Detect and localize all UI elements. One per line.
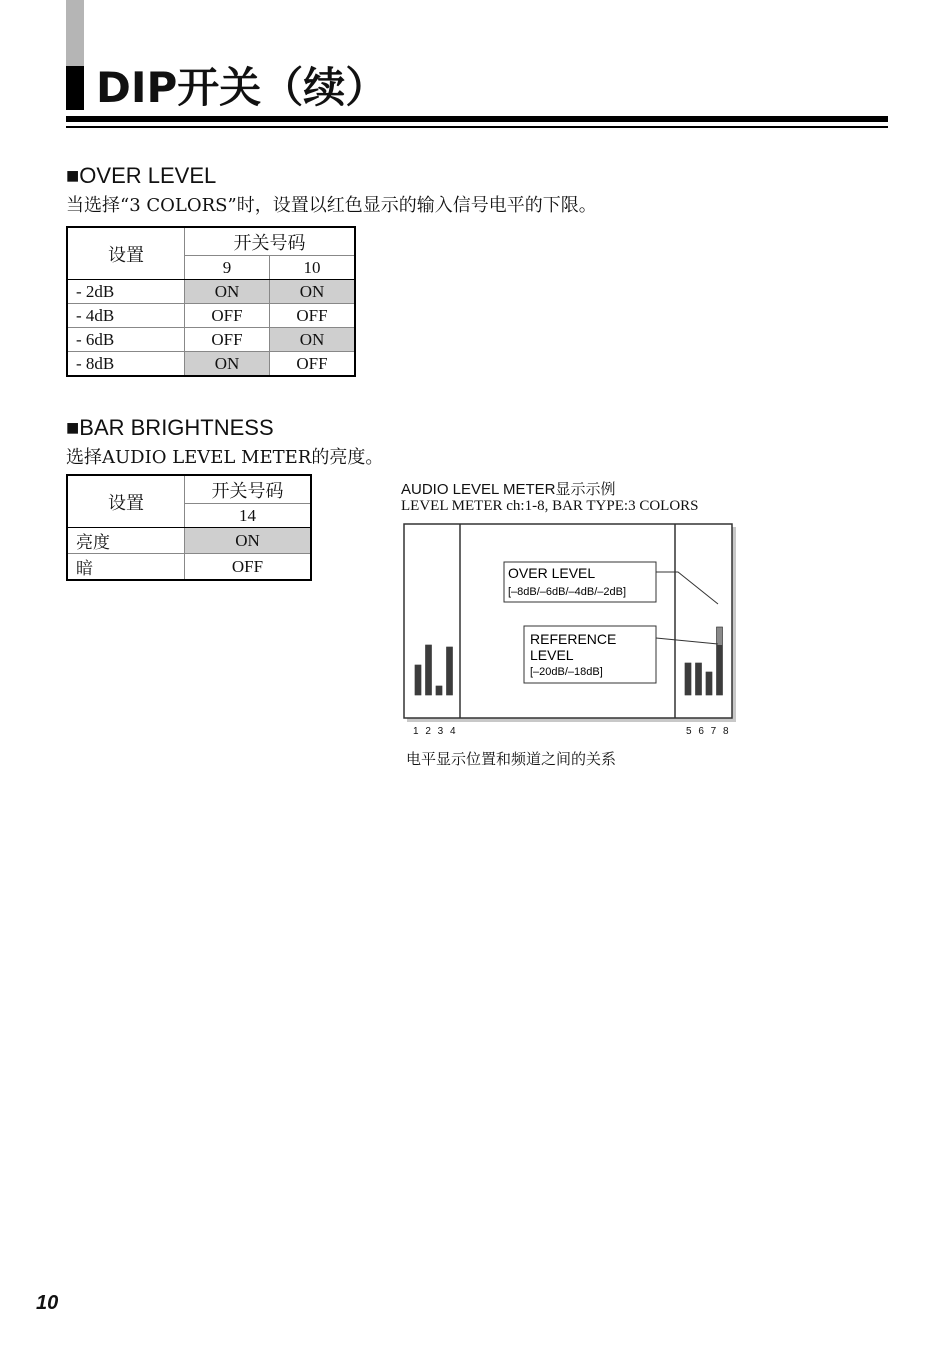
reference-level-callout-options: [–20dB/–18dB] [530,666,603,678]
setting-header: 设置 [67,475,185,528]
header-rule-thin [66,126,888,128]
header-grey-tab [66,0,84,66]
switch-10-value: OFF [270,304,356,328]
row-label: - 2dB [67,280,185,304]
switch-10-value: ON [270,328,356,352]
switch-14-value: ON [185,528,312,554]
table-row [67,554,311,581]
meter-bar-reference-portion [447,647,453,695]
row-label: - 6dB [67,328,185,352]
meter-bar-reference-portion [696,663,702,695]
screen-frame [404,524,732,718]
switch-9-value: OFF [185,304,270,328]
reference-level-callout-title-2: LEVEL [530,647,574,663]
over-level-heading: ■OVER LEVEL [66,163,217,188]
header-rule-thick [66,116,888,122]
row-label: - 8dB [67,352,185,377]
over-level-callout-options: [–8dB/–6dB/–4dB/–2dB] [508,586,627,598]
example-title: AUDIO LEVEL METER显示示例 [401,481,616,498]
page-title: DIP开关（续） [96,63,388,112]
meter-bar-reference-portion [706,672,712,695]
switch-number-header: 开关号码 [185,227,356,256]
channel-numbers-left: 1 2 3 4 [413,726,458,737]
switch-number-9: 9 [185,256,270,280]
table-row [67,528,311,554]
bar-brightness-description: 选择AUDIO LEVEL METER的亮度。 [66,447,384,468]
switch-9-value: ON [185,280,270,304]
switch-10-value: OFF [270,352,356,377]
reference-level-callout-title-1: REFERENCE [530,631,617,647]
switch-9-value: ON [185,352,270,377]
switch-14-value: OFF [185,554,312,581]
channel-numbers-right: 5 6 7 8 [686,726,731,737]
meter-bar-reference-portion [717,645,723,695]
row-label: - 4dB [67,304,185,328]
switch-number-header: 开关号码 [185,475,312,504]
bar-brightness-table [66,474,312,581]
table-row [67,352,355,377]
bar-brightness-heading: ■BAR BRIGHTNESS [66,415,274,440]
audio-level-meter-illustration [398,518,738,724]
meter-bar-reference-portion [436,686,442,695]
meter-bar-reference-portion [685,663,691,695]
table-row [67,280,355,304]
table-row [67,328,355,352]
over-level-table [66,226,356,377]
example-subtitle: LEVEL METER ch:1-8, BAR TYPE:3 COLORS [401,498,699,514]
switch-10-value: ON [270,280,356,304]
meter-bar-reference-portion [426,645,432,695]
row-label: 暗 [67,554,185,581]
meter-bar-reference-portion [415,665,421,695]
figure-caption: 电平显示位置和频道之间的关系 [406,750,617,768]
setting-header: 设置 [67,227,185,280]
table-row [67,304,355,328]
switch-number-14: 14 [185,504,312,528]
over-level-callout-title: OVER LEVEL [508,565,596,581]
switch-number-10: 10 [270,256,356,280]
switch-9-value: OFF [185,328,270,352]
row-label: 亮度 [67,528,185,554]
header-black-tab [66,66,84,110]
over-level-description: 当选择“3 COLORS”时，设置以红色显示的输入信号电平的下限。 [66,195,597,216]
page-number: 10 [36,1292,59,1314]
